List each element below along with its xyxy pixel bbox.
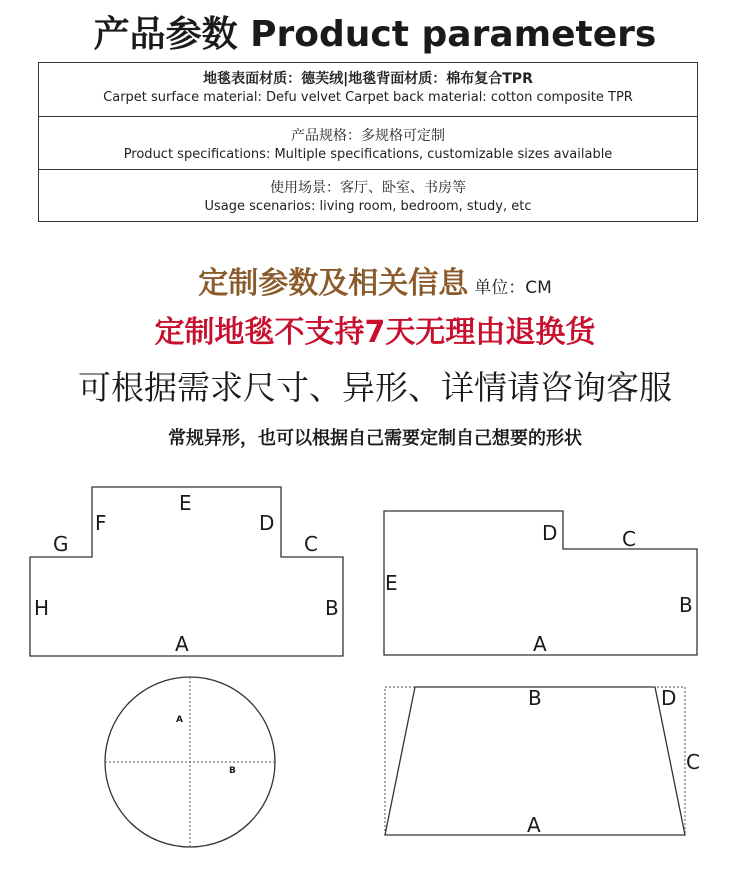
param-spec-en: Product specifications: Multiple specifications, customizable sizes available [123, 147, 613, 162]
t-label-f: F [95, 511, 107, 535]
t-label-d: D [259, 511, 275, 535]
step-label-d: D [542, 521, 558, 545]
trapezoid-label-d: D [661, 686, 677, 710]
param-row-usage [39, 170, 697, 221]
param-material-en: Carpet surface material: Defu velvet Carpet back material: cotton composite TPR [103, 90, 633, 105]
page-title: 产品参数 Product parameters [93, 14, 657, 55]
step-shape-diagram [384, 511, 697, 656]
circle-diagram [105, 677, 275, 847]
t-label-e: E [179, 491, 192, 515]
custom-shape-note: 常规异形，也可以根据自己需要定制自己想要的形状 [168, 428, 582, 449]
no-return-warning: 定制地毯不支持7天无理由退换货 [154, 315, 596, 350]
unit-label: 单位：CM [474, 278, 552, 298]
param-usage-en: Usage scenarios: living room, bedroom, study, etc [204, 199, 532, 214]
circle-label-b: B [229, 766, 236, 776]
step-label-a: A [533, 632, 547, 656]
t-label-g: G [53, 532, 69, 556]
custom-title: 定制参数及相关信息 [198, 266, 469, 301]
t-label-b: B [325, 596, 339, 620]
param-row-specification [39, 117, 697, 170]
t-label-h: H [34, 596, 50, 620]
consult-note: 可根据需求尺寸、异形、详情请咨询客服 [78, 368, 672, 407]
trapezoid-label-a: A [527, 813, 541, 837]
param-material-cn: 地毯表面材质：德芙绒|地毯背面材质：棉布复合TPR [203, 71, 533, 87]
parameters-table [38, 62, 698, 222]
trapezoid-diagram [385, 686, 700, 837]
param-spec-cn: 产品规格：多规格可定制 [291, 128, 445, 144]
t-label-a: A [175, 632, 189, 656]
trapezoid-label-c: C [686, 750, 700, 774]
custom-section-heading [0, 258, 750, 302]
circle-label-a: A [176, 715, 183, 725]
step-label-b: B [679, 593, 693, 617]
param-row-material [39, 63, 697, 117]
shape-diagrams [0, 470, 750, 880]
t-shape-diagram [30, 487, 343, 656]
t-label-c: C [304, 532, 318, 556]
param-usage-cn: 使用场景：客厅、卧室、书房等 [270, 180, 466, 196]
step-label-e: E [385, 571, 398, 595]
step-label-c: C [622, 527, 636, 551]
trapezoid-label-b: B [528, 686, 542, 710]
